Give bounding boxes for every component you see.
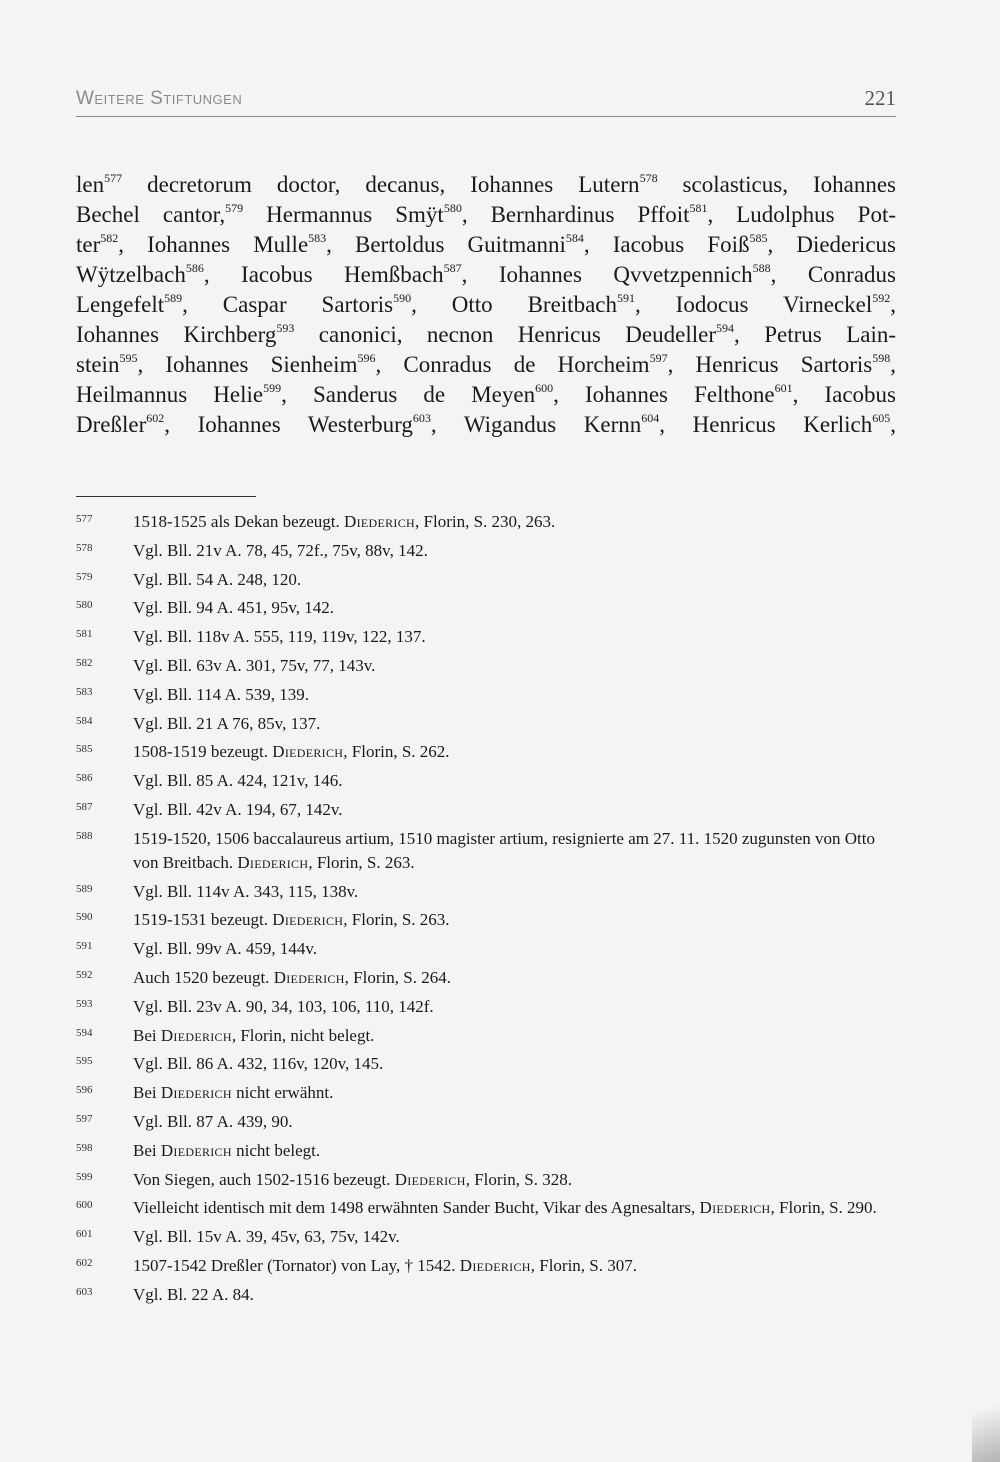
footnote <box>76 1254 896 1278</box>
text-line: ter$^{582}$, Iohannes Mulle$^{583}$, Bertoldus Guitmanni$^{584}$, Iacobus Foiß$^{585}$, Diedericus <box>76 231 896 257</box>
footnote-text: Vgl. Bll. 114v A. 343, 115, 138v. <box>133 881 359 901</box>
footnote <box>76 596 896 620</box>
footnote-text: Vgl. Bll. 94 A. 451, 95v, 142. <box>133 598 335 618</box>
main-text <box>76 170 896 440</box>
footnote-number: 599 <box>76 1170 93 1183</box>
footnote-text: 1508-1519 bezeugt. Diederich, Florin, S. 262. <box>133 742 450 762</box>
text-line: Iohannes Kirchberg$^{593}$ canonici, necnon Henricus Deudeller$^{594}$, Petrus Lain- <box>76 321 896 347</box>
footnote <box>76 1168 896 1192</box>
text-line: Wÿtzelbach$^{586}$, Iacobus Hemßbach$^{587}$, Iohannes Qvvetzpennich$^{588}$, Conradus <box>76 261 896 287</box>
footnote <box>76 1283 896 1307</box>
footnote-number: 603 <box>76 1285 93 1298</box>
footnote-number: 592 <box>76 968 93 981</box>
text-line: Bechel cantor,$^{579}$ Hermannus Smÿt$^{580}$, Bernhardinus Pffoit$^{581}$, Ludolphus Pot- <box>76 201 896 227</box>
footnote-text: Vgl. Bll. 114 A. 539, 139. <box>133 684 309 704</box>
footnote-number: 586 <box>76 772 93 785</box>
footnotes <box>76 510 896 1312</box>
footnote <box>76 539 896 563</box>
footnote <box>76 568 896 592</box>
footnote-number: 587 <box>76 800 93 813</box>
footnote <box>76 654 896 678</box>
footnote-number: 581 <box>76 628 93 641</box>
footnote <box>76 995 896 1019</box>
footnote <box>76 937 896 961</box>
footnote-number: 597 <box>76 1112 93 1125</box>
footnote <box>76 1052 896 1076</box>
footnote-text: Bei Diederich, Florin, nicht belegt. <box>133 1025 375 1045</box>
running-head-title: Weitere Stiftungen <box>76 88 243 109</box>
running-head <box>76 86 896 117</box>
page-number: 221 <box>864 86 896 110</box>
footnote <box>76 740 896 764</box>
footnote-number: 579 <box>76 570 93 583</box>
footnote <box>76 712 896 736</box>
footnote <box>76 1081 896 1105</box>
footnote-number: 591 <box>76 940 93 953</box>
footnote-number: 594 <box>76 1026 93 1039</box>
footnote-text: Vgl. Bll. 21 A 76, 85v, 137. <box>133 713 321 733</box>
footnote-text: Vgl. Bll. 23v A. 90, 34, 103, 106, 110, 142f. <box>133 996 434 1016</box>
footnote-number: 578 <box>76 541 93 554</box>
footnote-number: 596 <box>76 1084 93 1097</box>
footnote <box>76 1196 896 1220</box>
footnote-text: Auch 1520 bezeugt. Diederich, Florin, S. 264. <box>133 967 451 987</box>
footnote <box>76 769 896 793</box>
footnote-number: 585 <box>76 743 93 756</box>
footnote <box>76 908 896 932</box>
footnote <box>76 1225 896 1249</box>
footnote-number: 593 <box>76 997 93 1010</box>
footnote-number: 602 <box>76 1256 93 1269</box>
footnote-number: 584 <box>76 714 93 727</box>
text-line: len$^{577}$ decretorum doctor, decanus, Iohannes Lutern$^{578}$ scolasticus, Iohannes <box>76 171 896 197</box>
footnote-text: Vgl. Bll. 87 A. 439, 90. <box>133 1111 293 1131</box>
text-line: Dreßler$^{602}$, Iohannes Westerburg$^{603}$, Wigandus Kernn$^{604}$, Henricus Kerlich$^{605}$, <box>76 411 896 437</box>
footnote-text: Bei Diederich nicht belegt. <box>133 1140 321 1160</box>
footnote-number: 577 <box>76 513 93 525</box>
footnote-text: Vgl. Bll. 54 A. 248, 120. <box>133 569 302 589</box>
footnote <box>76 827 896 875</box>
footnote-text: Vgl. Bll. 63v A. 301, 75v, 77, 143v. <box>133 655 376 675</box>
footnote-number: 582 <box>76 656 93 669</box>
footnote-separator <box>76 496 256 497</box>
footnote-number: 589 <box>76 882 93 895</box>
footnote <box>76 683 896 707</box>
footnote-number: 601 <box>76 1228 93 1241</box>
text-line: Heilmannus Helie$^{599}$, Sanderus de Meyen$^{600}$, Iohannes Felthone$^{601}$, Iacobus <box>76 381 896 407</box>
page-curl-shadow <box>972 1352 1000 1462</box>
footnote-number: 598 <box>76 1141 93 1154</box>
footnote-text: Vgl. Bll. 86 A. 432, 116v, 120v, 145. <box>133 1054 384 1074</box>
footnote-text: 1519-1531 bezeugt. Diederich, Florin, S. 263. <box>133 910 450 930</box>
footnote-text: Vgl. Bl. 22 A. 84. <box>133 1284 254 1304</box>
footnote <box>76 510 896 534</box>
footnote-text: Vgl. Bll. 15v A. 39, 45v, 63, 75v, 142v. <box>133 1227 400 1247</box>
footnote-text: Vgl. Bll. 21v A. 78, 45, 72f., 75v, 88v, 142. <box>133 540 428 560</box>
footnote-number: 588 <box>76 829 93 842</box>
footnote-text: Bei Diederich nicht erwähnt. <box>133 1083 334 1103</box>
footnote-number: 600 <box>76 1199 93 1212</box>
footnote-text: 1519-1520, 1506 baccalaureus artium, 1510 magister artium, resignierte am 27. 11. 1520 zugunsten von Otto von Breitbach. Diederich, Florin, S. 263. <box>133 828 876 872</box>
footnote-text: Vgl. Bll. 42v A. 194, 67, 142v. <box>133 799 343 819</box>
footnote-text: Vgl. Bll. 118v A. 555, 119, 119v, 122, 137. <box>133 627 426 647</box>
footnote-text: Vgl. Bll. 99v A. 459, 144v. <box>133 939 318 959</box>
footnote <box>76 1139 896 1163</box>
footnote-text: Vgl. Bll. 85 A. 424, 121v, 146. <box>133 771 343 791</box>
footnote-number: 595 <box>76 1055 93 1068</box>
footnote <box>76 1024 896 1048</box>
footnote-number: 583 <box>76 685 93 698</box>
footnote-text: Von Siegen, auch 1502-1516 bezeugt. Diederich, Florin, S. 328. <box>133 1169 572 1189</box>
footnote-number: 590 <box>76 911 93 924</box>
footnote-number: 580 <box>76 599 93 612</box>
footnote <box>76 798 896 822</box>
text-line: Lengefelt$^{589}$, Caspar Sartoris$^{590}$, Otto Breitbach$^{591}$, Iodocus Virneckel$^{592}$, <box>76 291 897 317</box>
footnote-text: 1507-1542 Dreßler (Tornator) von Lay, † 1542. Diederich, Florin, S. 307. <box>133 1255 638 1275</box>
footnote <box>76 625 896 649</box>
footnote-text: 1518-1525 als Dekan bezeugt. Diederich, Florin, S. 230, 263. <box>133 512 556 531</box>
text-line: stein$^{595}$, Iohannes Sienheim$^{596}$, Conradus de Horcheim$^{597}$, Henricus Sartoris$^{598}$, <box>76 351 897 377</box>
footnote <box>76 966 896 990</box>
footnote <box>76 880 896 904</box>
footnote-text: Vielleicht identisch mit dem 1498 erwähnten Sander Bucht, Vikar des Agnesaltars, Diederich, Florin, S. 290. <box>133 1198 877 1218</box>
footnote <box>76 1110 896 1134</box>
